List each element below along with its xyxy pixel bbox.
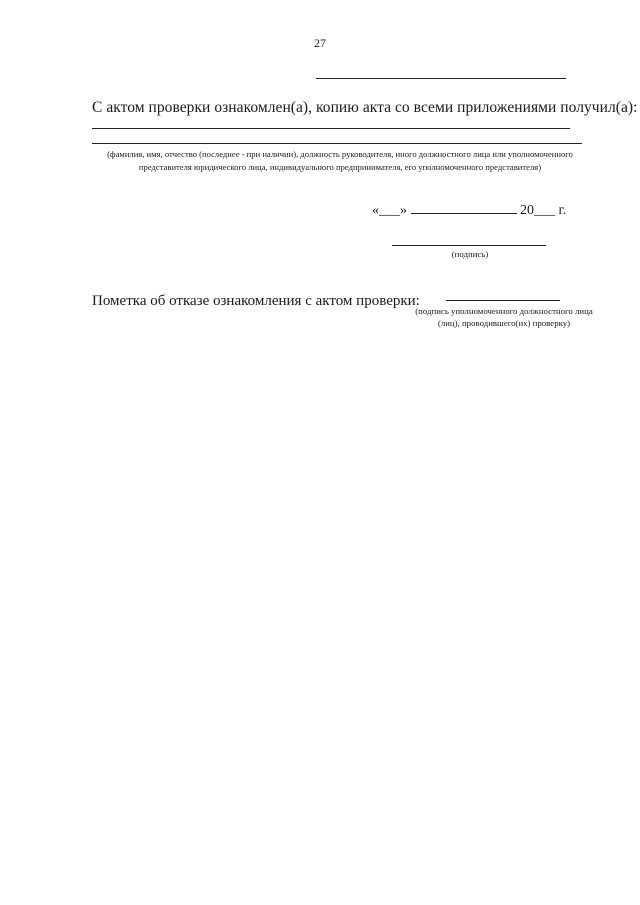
top-signature-line — [316, 78, 566, 79]
page-number: 27 — [314, 36, 326, 50]
close-quote: » — [400, 203, 407, 218]
acknowledgement-text: С актом проверки ознакомлен(а), копию акта со всеми приложениями получил(а): — [92, 99, 638, 116]
name-fill-line-2 — [92, 143, 582, 144]
refusal-text: Пометка об отказе ознакомления с актом проверки: — [92, 293, 420, 309]
person-caption: (фамилия, имя, отчество (последнее - при наличии), должность руководителя, иного должностного лица или уполномоченного представителя юридического лица, индивидуального предпринимателя, его уполномоченного представителя) — [107, 149, 573, 172]
official-signature-line — [446, 300, 560, 301]
official-signature-caption: (подпись уполномоченного должностного лица (лиц), проводившего(их) проверку) — [415, 306, 593, 328]
year-suffix: г. — [558, 203, 567, 218]
signature-caption: (подпись) — [451, 249, 489, 259]
day-blank: ___ — [379, 203, 400, 218]
name-fill-line-1 — [92, 128, 570, 129]
year-blank: ___ — [534, 203, 555, 218]
signature-line — [392, 245, 546, 246]
year-prefix: 20 — [520, 203, 534, 218]
open-quote: « — [372, 203, 379, 218]
month-blank-line — [411, 213, 517, 214]
date-field — [372, 203, 566, 219]
